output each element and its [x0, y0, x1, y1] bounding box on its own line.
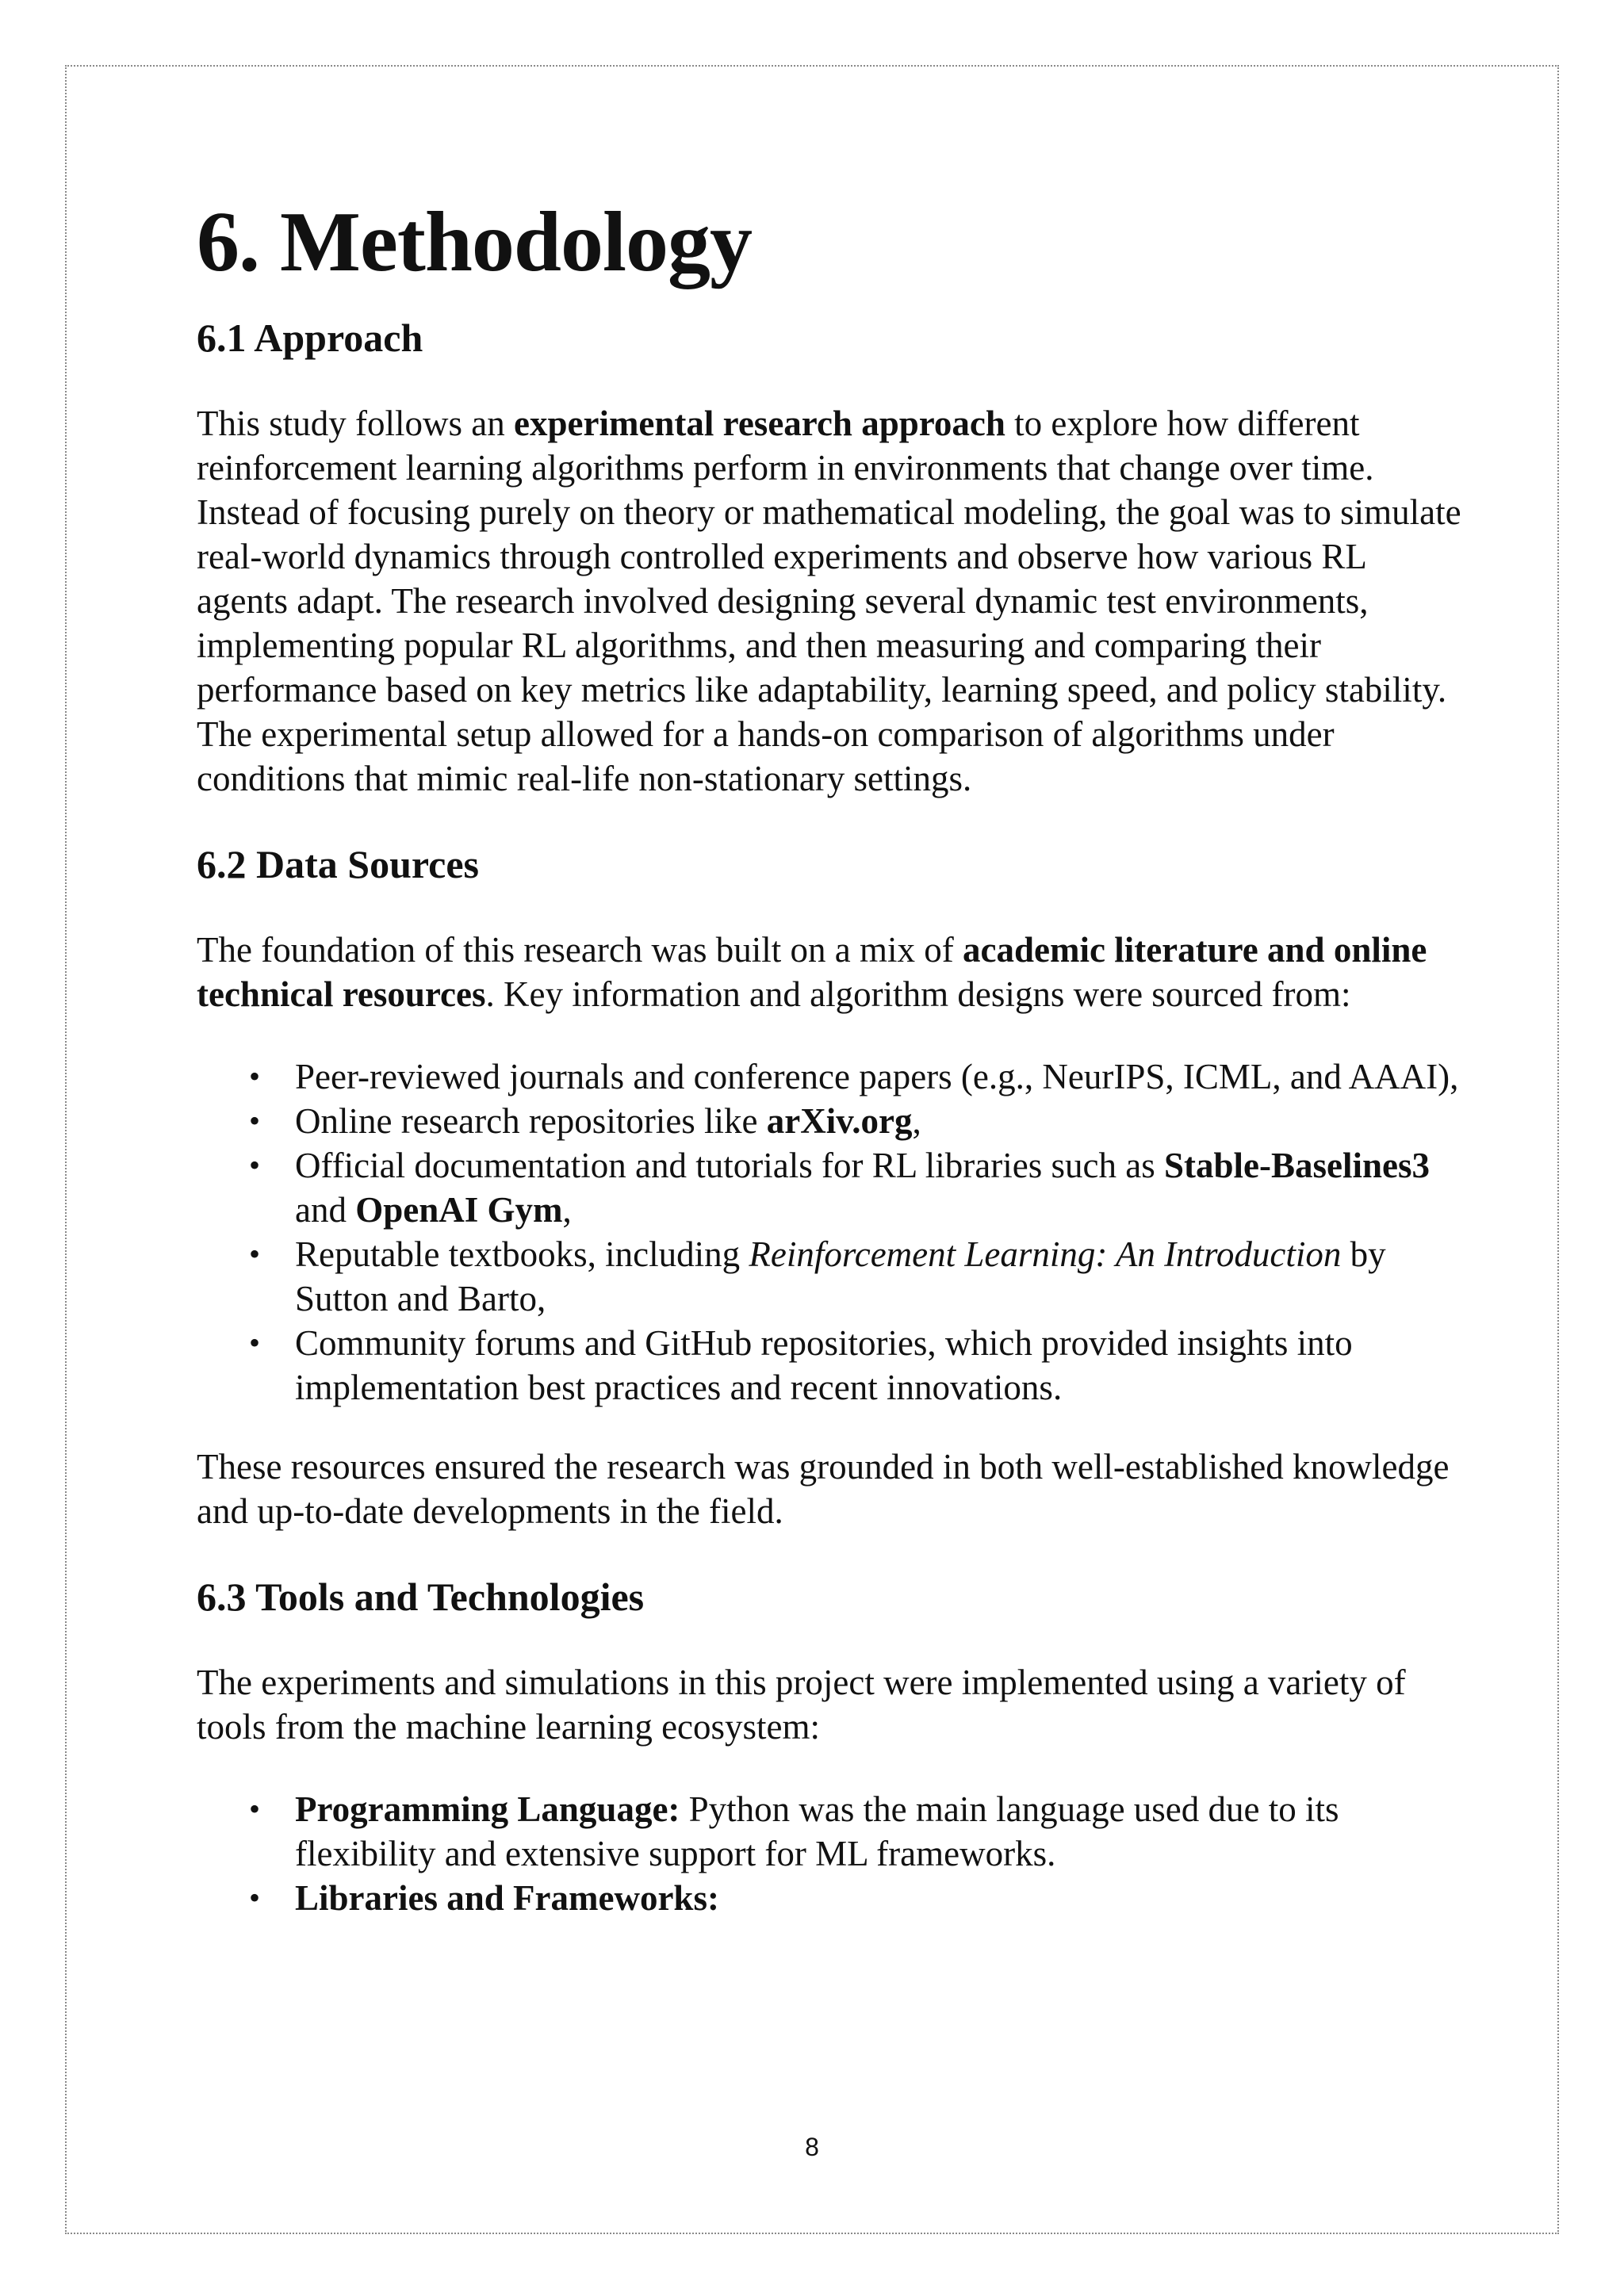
list-item-text: and — [295, 1190, 356, 1230]
tools-intro: The experiments and simulations in this project were implemented using a variety of tools from the machine learning ecosystem: — [197, 1663, 1406, 1747]
list-item-text: Peer-reviewed journals and conference papers (e.g., NeurIPS, ICML, and AAAI), — [295, 1057, 1459, 1096]
data-sources-list — [197, 1054, 1465, 1410]
ds-intro-bold: academic literature and online technical resources — [197, 930, 1427, 1014]
list-item-bold: Libraries and Frameworks: — [295, 1878, 719, 1918]
list-item — [197, 1099, 1465, 1143]
approach-text-c: to explore how different reinforcement learning algorithms perform in environments that change over time. Instead of focusing purely on theory or mathematical modeling, the goal was to simulate real-world dynamics through controlled experiments and observe how various RL agents adapt. The research involved designing several dynamic test environments, implementing popular RL algorithms, and then measuring and comparing their performance based on key metrics like adaptability, learning speed, and policy stability. The experimental setup allowed for a hands-on comparison of algorithms under conditions that mimic real-life non-stationary settings. — [197, 404, 1461, 798]
list-item-text: Official documentation and tutorials for RL libraries such as — [295, 1146, 1164, 1185]
section-6-2-title: 6.2 Data Sources — [197, 842, 480, 886]
list-item-italic: Reinforcement Learning: An Introduction — [749, 1234, 1342, 1274]
list-item-text: by Sutton and Barto, — [295, 1234, 1386, 1318]
data-sources-intro — [197, 928, 1465, 1016]
approach-paragraph — [197, 401, 1465, 801]
list-item-bold: OpenAI Gym — [355, 1190, 563, 1230]
ds-intro-c: . Key information and algorithm designs were sourced from: — [485, 974, 1351, 1014]
list-item — [197, 1321, 1465, 1410]
list-item-text: Online research repositories like — [295, 1101, 767, 1141]
list-item — [197, 1054, 1465, 1099]
section-6-1-title: 6.1 Approach — [197, 316, 423, 360]
list-item — [197, 1787, 1465, 1876]
page-title: 6. Methodology — [197, 195, 752, 289]
list-item-text: Community forums and GitHub repositories, which provided insights into implementation best practices and recent innovations. — [295, 1323, 1353, 1407]
page-number: 8 — [805, 2133, 819, 2161]
list-item — [197, 1143, 1465, 1232]
tools-list — [197, 1787, 1465, 1920]
ds-intro-a: The foundation of this research was built on a mix of — [197, 930, 963, 970]
list-item — [197, 1876, 1465, 1920]
list-item-text: , — [912, 1101, 921, 1141]
list-item-text: Reputable textbooks, including — [295, 1234, 749, 1274]
list-item — [197, 1232, 1465, 1321]
list-item-bold: Programming Language: — [295, 1789, 680, 1829]
list-item-bold: arXiv.org — [766, 1101, 913, 1141]
approach-text-a: This study follows an — [197, 404, 514, 443]
list-item-text: , — [562, 1190, 572, 1230]
list-item-bold: Stable-Baselines3 — [1163, 1146, 1430, 1185]
data-sources-outro: These resources ensured the research was grounded in both well-established knowledge and up-to-date developments in the field. — [197, 1447, 1450, 1531]
section-6-3-title: 6.3 Tools and Technologies — [197, 1575, 645, 1619]
document-body — [197, 187, 1465, 1920]
approach-text-bold: experimental research approach — [514, 404, 1005, 443]
list-item-text: Python was the main language used due to its flexibility and extensive support for ML frameworks. — [295, 1789, 1339, 1873]
